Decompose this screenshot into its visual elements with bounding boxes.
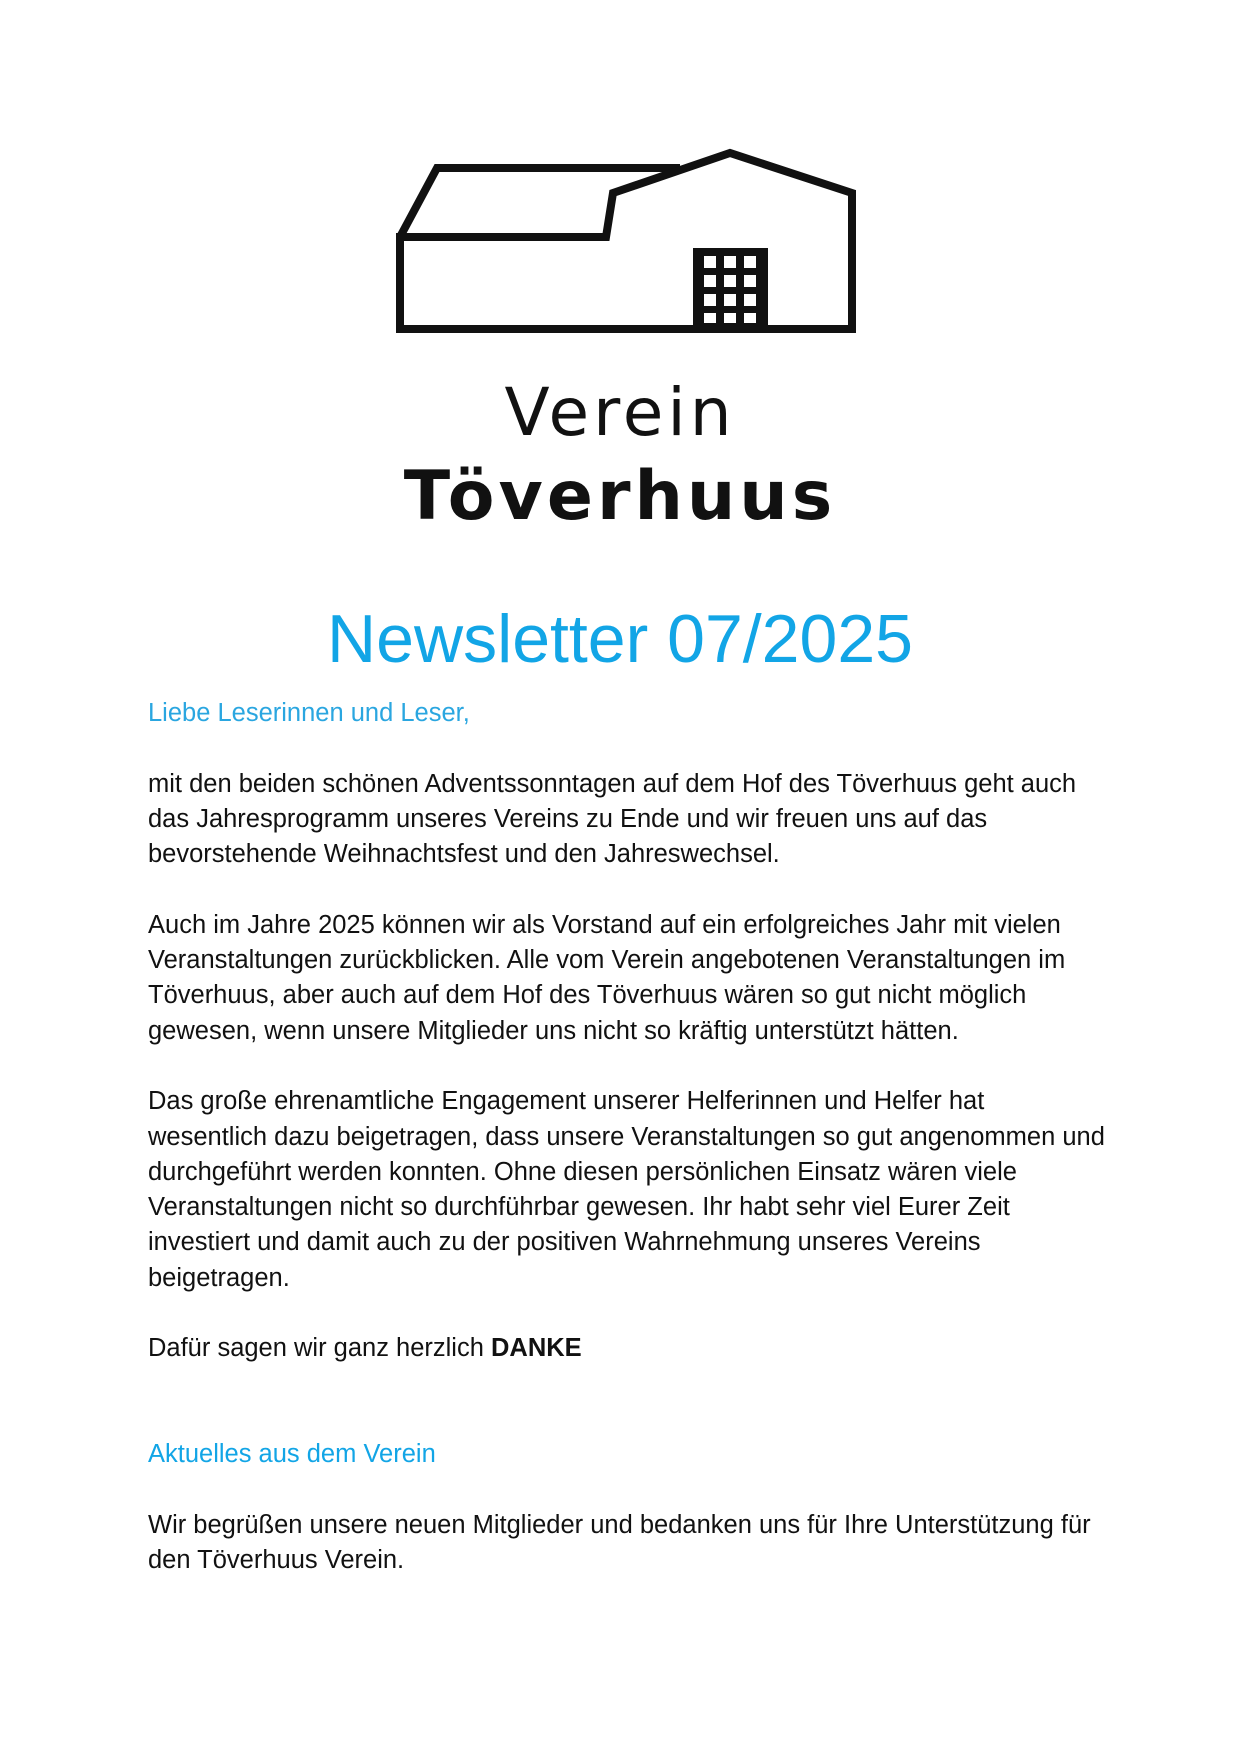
greeting: Liebe Leserinnen und Leser,	[148, 699, 470, 727]
thanks-emphasis: DANKE	[491, 1334, 582, 1363]
thanks-line	[148, 1331, 1108, 1366]
org-name-line2: Töverhuus	[403, 457, 837, 536]
paragraph-review: Auch im Jahre 2025 können wir als Vorstand auf ein erfolgreiches Jahr mit vielen Veranstaltungen zurückblicken. Alle vom Verein angebotenen Veranstaltungen im Töverhuus, aber auch auf dem Hof des Töverhuus wären so gut nicht möglich gewesen, wenn unsere Mitglieder uns nicht so kräftig unterstützt hätten.	[148, 910, 1066, 1045]
newsletter-title: Newsletter 07/2025	[327, 600, 913, 677]
thanks-text: Dafür sagen wir ganz herzlich	[148, 1334, 491, 1363]
newsletter-body	[148, 696, 1108, 1578]
section-heading: Aktuelles aus dem Verein	[148, 1440, 436, 1469]
org-name-line1: Verein	[504, 374, 736, 451]
paragraph-intro: mit den beiden schönen Adventssonntagen auf dem Hof des Töverhuus geht auch das Jahresprogramm unseres Vereins zu Ende und wir freuen uns auf das bevorstehende Weihnachtsfest und den Jahreswechsel.	[148, 769, 1077, 869]
section-paragraph: Wir begrüßen unsere neuen Mitglieder und bedanken uns für Ihre Unterstützung für den Töverhuus Verein.	[148, 1510, 1091, 1575]
farmhouse-logo-icon	[394, 148, 856, 334]
paragraph-engagement: Das große ehrenamtliche Engagement unserer Helferinnen und Helfer hat wesentlich dazu beigetragen, dass unsere Veranstaltungen so gut angenommen und durchgeführt werden konnten. Ohne diesen persönlichen Einsatz wären viele Veranstaltungen nicht so durchführbar gewesen. Ihr habt sehr viel Eurer Zeit investiert und damit auch zu der positiven Wahrnehmung unseres Vereins beigetragen.	[148, 1087, 1105, 1292]
